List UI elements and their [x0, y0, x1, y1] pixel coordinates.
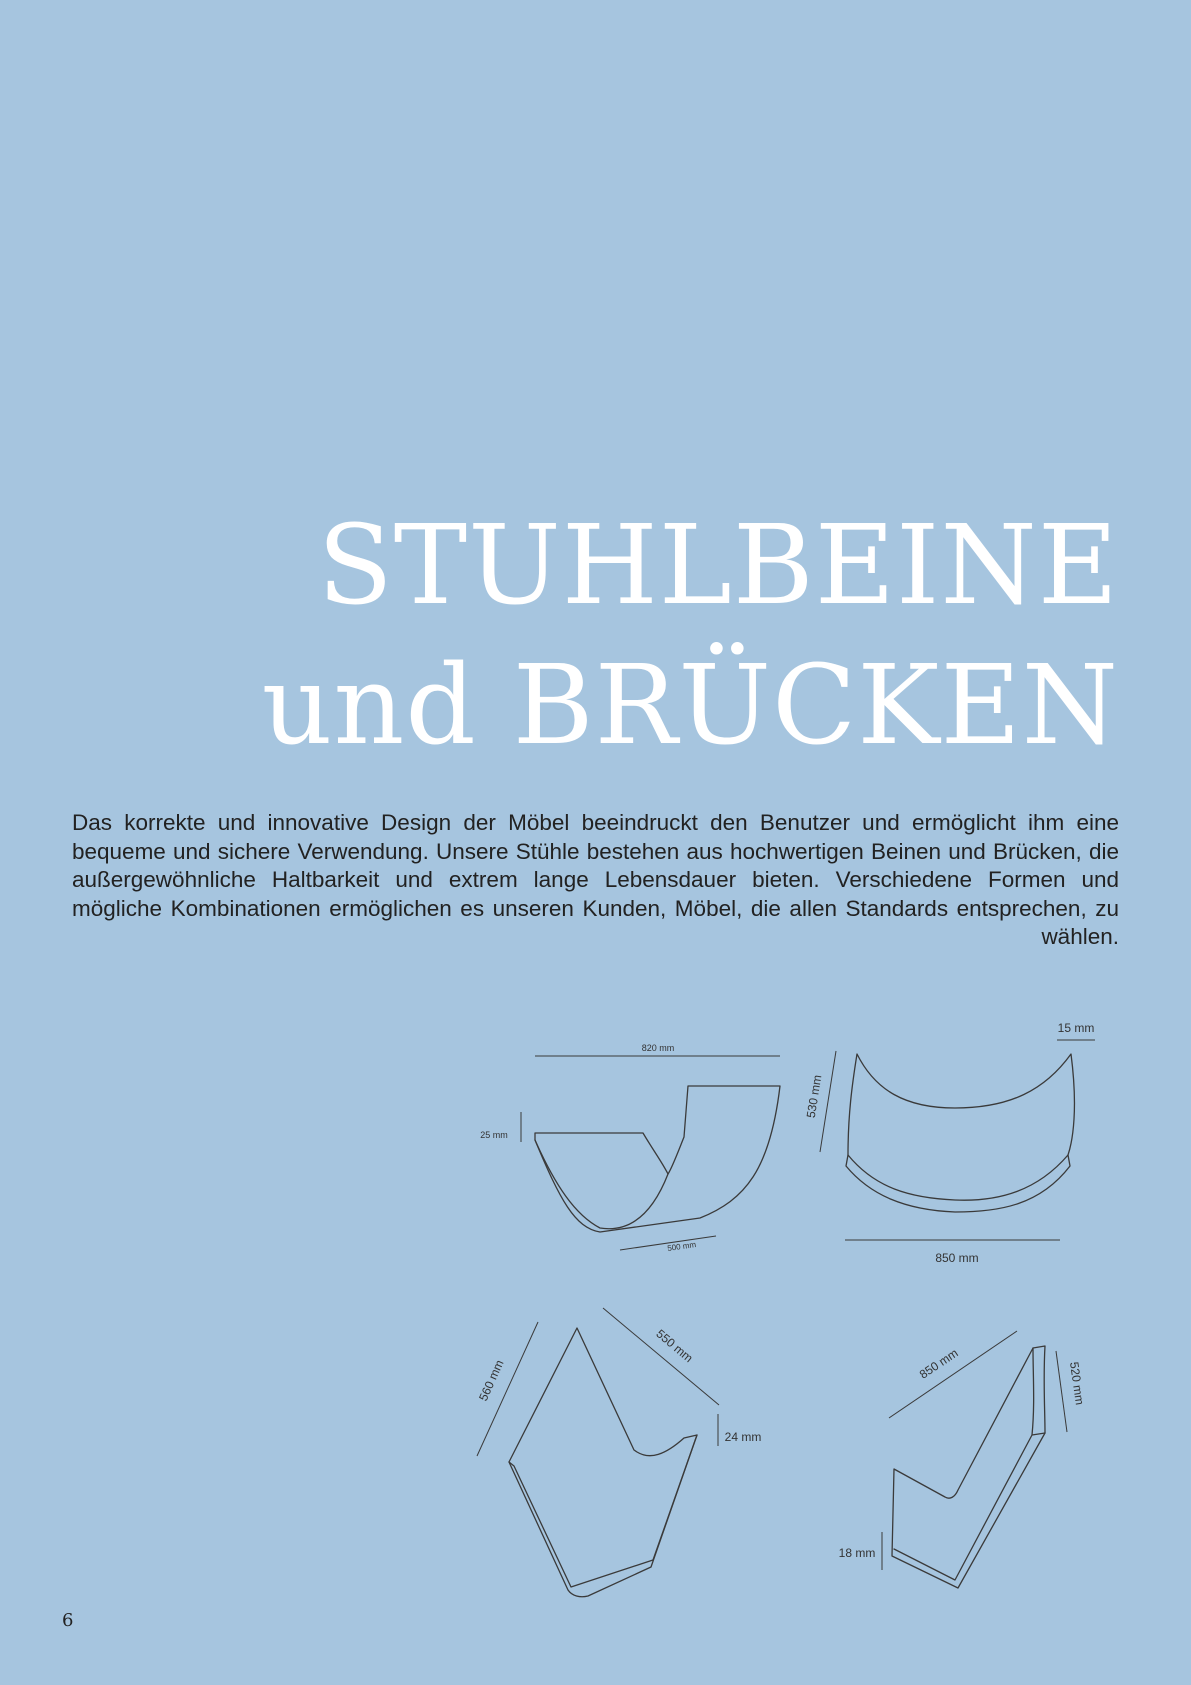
intro-paragraph: Das korrekte und innovative Design der Möbel beeindruckt den Benutzer und ermöglicht ihm eine bequeme und sichere Verwendung. Unsere Stühle bestehen aus hochwertigen Beinen und Brücken, die außergewöhnliche Haltbarkeit und extrem lange Lebensdauer bieten. Verschiedene Formen und mögliche Kombinationen ermöglichen es unseren Kunden, Möbel, die allen Standards entsprechen, zu wählen. [72, 810, 1119, 950]
label-500mm: 500 mm [666, 1240, 697, 1253]
page-number: 6 [62, 1610, 74, 1631]
title-line-1: STUHLBEINE [317, 501, 1119, 629]
bridge-thickness [848, 1155, 1068, 1200]
title-line-2: und BRÜCKEN [261, 641, 1119, 769]
dim-line-520 [1056, 1351, 1067, 1432]
label-24mm: 24 mm [724, 1430, 762, 1444]
dim-line-850b [889, 1331, 1017, 1418]
drawing-cantilever-leg [839, 1331, 1087, 1588]
label-550mm: 550 mm [653, 1326, 696, 1366]
drawing-bridge [804, 1021, 1095, 1265]
label-850mm-b: 850 mm [916, 1345, 961, 1382]
label-530mm: 530 mm [803, 1073, 825, 1119]
zigzag-leg-thickness [509, 1435, 697, 1587]
label-18mm: 18 mm [838, 1546, 876, 1560]
bridge-outline [846, 1054, 1074, 1212]
drawing-zigzag-leg [476, 1308, 761, 1597]
dim-line-550 [603, 1308, 719, 1405]
cantilever-leg-outline [892, 1346, 1045, 1588]
label-25mm: 25 mm [480, 1130, 508, 1140]
drawing-curved-leg [480, 1043, 780, 1253]
curved-leg-outline [535, 1086, 780, 1232]
dim-line-530 [820, 1051, 836, 1152]
label-15mm: 15 mm [1057, 1021, 1095, 1035]
label-520mm: 520 mm [1067, 1361, 1087, 1406]
zigzag-leg-outline [509, 1328, 697, 1597]
cantilever-leg-thickness [894, 1345, 1045, 1580]
label-560mm: 560 mm [476, 1357, 507, 1404]
label-820mm: 820 mm [641, 1043, 675, 1053]
label-850mm: 850 mm [935, 1251, 979, 1265]
